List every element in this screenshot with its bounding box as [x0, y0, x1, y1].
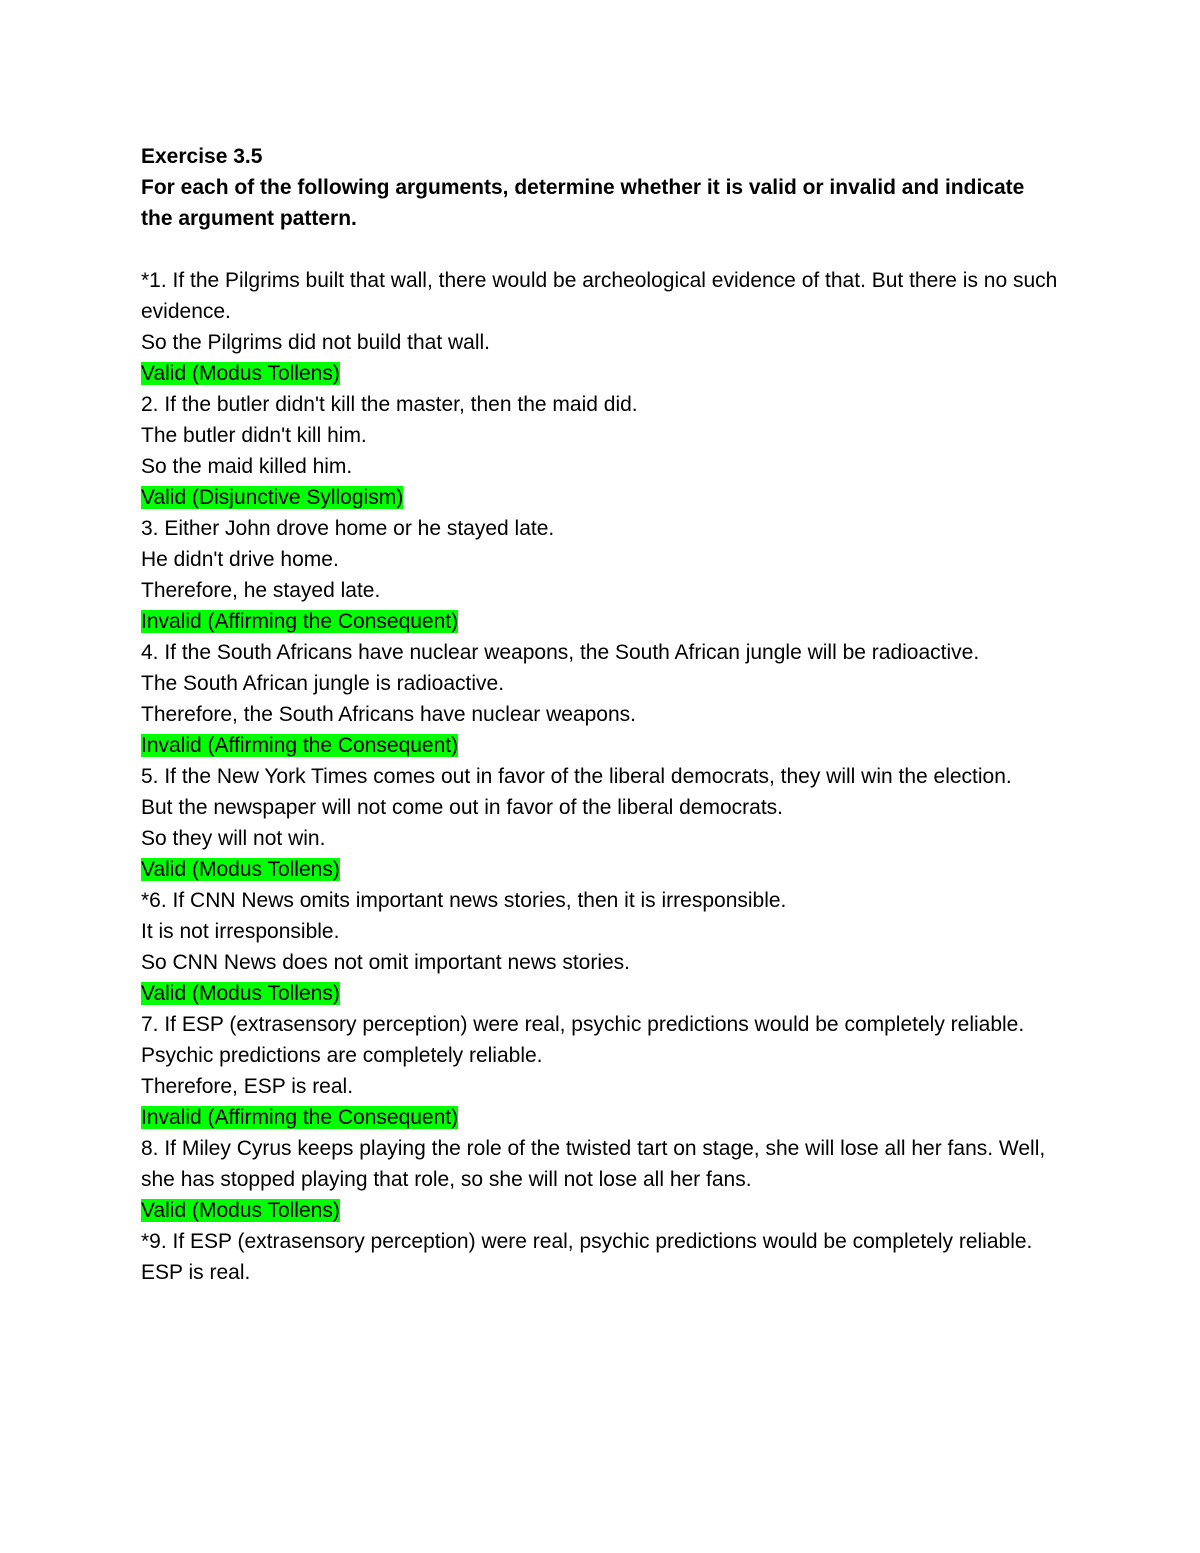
exercise-premise: 8. If Miley Cyrus keeps playing the role of the twisted tart on stage, she will lose all her fans. Well, she has stopped playing that role, so she will not lose all her fans. [141, 1137, 1046, 1191]
highlighted-answer: Invalid (Affirming the Consequent) [141, 1106, 459, 1129]
exercise-line: The butler didn't kill him. [141, 424, 367, 447]
answer-row [141, 854, 1061, 885]
exercise-line: So the Pilgrims did not build that wall. [141, 331, 491, 354]
exercise-item [141, 761, 1061, 885]
exercise-premise: *1. If the Pilgrims built that wall, there would be archeological evidence of that. But there is no such evidence. [141, 269, 1058, 323]
blank-line [141, 234, 1061, 265]
exercise-premise: *9. If ESP (extrasensory perception) were real, psychic predictions would be completely reliable. [141, 1230, 1033, 1253]
exercise-list [141, 265, 1061, 1288]
exercise-item [141, 265, 1061, 389]
answer-row [141, 482, 1061, 513]
exercise-line: Therefore, the South Africans have nuclear weapons. [141, 703, 636, 726]
answer-row [141, 606, 1061, 637]
exercise-item [141, 885, 1061, 1009]
exercise-line: Therefore, ESP is real. [141, 1075, 354, 1098]
answer-row [141, 730, 1061, 761]
exercise-item [141, 637, 1061, 761]
exercise-premise: 7. If ESP (extrasensory perception) were real, psychic predictions would be completely reliable. [141, 1013, 1025, 1036]
exercise-premise: 3. Either John drove home or he stayed late. [141, 517, 555, 540]
exercise-item [141, 1226, 1061, 1288]
exercise-line: But the newspaper will not come out in favor of the liberal democrats. [141, 796, 783, 819]
highlighted-answer: Valid (Disjunctive Syllogism) [141, 486, 404, 509]
exercise-item [141, 389, 1061, 513]
exercise-heading: Exercise 3.5 [141, 145, 263, 168]
answer-row [141, 1195, 1061, 1226]
highlighted-answer: Valid (Modus Tollens) [141, 362, 340, 385]
highlighted-answer: Valid (Modus Tollens) [141, 1199, 340, 1222]
highlighted-answer: Valid (Modus Tollens) [141, 982, 340, 1005]
exercise-line: So they will not win. [141, 827, 326, 850]
exercise-line: ESP is real. [141, 1261, 251, 1284]
exercise-premise: 5. If the New York Times comes out in favor of the liberal democrats, they will win the election. [141, 765, 1012, 788]
exercise-item [141, 1133, 1061, 1226]
exercise-line: So CNN News does not omit important news stories. [141, 951, 631, 974]
exercise-line: Psychic predictions are completely reliable. [141, 1044, 543, 1067]
highlighted-answer: Valid (Modus Tollens) [141, 858, 340, 881]
answer-row [141, 1102, 1061, 1133]
exercise-item [141, 513, 1061, 637]
exercise-line: The South African jungle is radioactive. [141, 672, 505, 695]
answer-row [141, 358, 1061, 389]
document-page [141, 141, 1061, 1288]
highlighted-answer: Invalid (Affirming the Consequent) [141, 734, 459, 757]
exercise-premise: *6. If CNN News omits important news stories, then it is irresponsible. [141, 889, 787, 912]
exercise-line: Therefore, he stayed late. [141, 579, 381, 602]
exercise-line: So the maid killed him. [141, 455, 353, 478]
exercise-line: It is not irresponsible. [141, 920, 340, 943]
exercise-premise: 2. If the butler didn't kill the master, then the maid did. [141, 393, 638, 416]
answer-row [141, 978, 1061, 1009]
exercise-premise: 4. If the South Africans have nuclear weapons, the South African jungle will be radioactive. [141, 641, 980, 664]
exercise-line: He didn't drive home. [141, 548, 339, 571]
exercise-item [141, 1009, 1061, 1133]
highlighted-answer: Invalid (Affirming the Consequent) [141, 610, 459, 633]
exercise-instructions: For each of the following arguments, determine whether it is valid or invalid and indicate the argument pattern. [141, 176, 1025, 230]
